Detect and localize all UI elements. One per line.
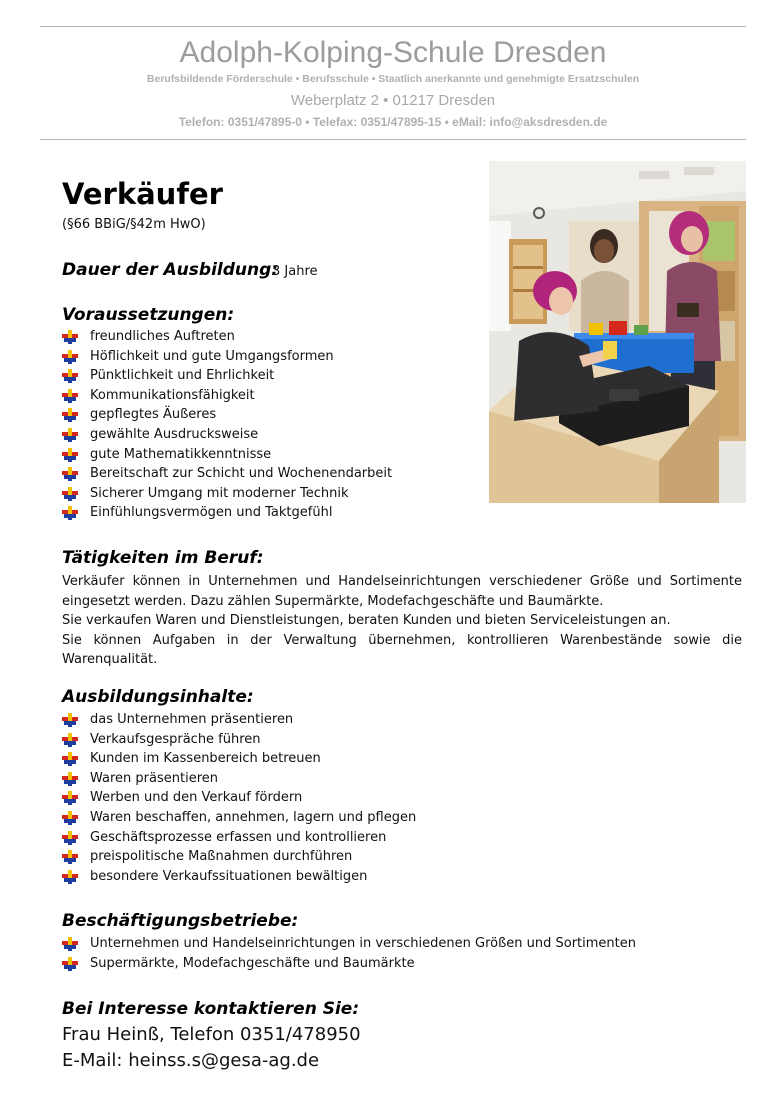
- list-item: Pünktlichkeit und Ehrlichkeit: [62, 366, 482, 386]
- legal-basis: (§66 BBiG/§42m HwO): [62, 217, 206, 232]
- school-address: Weberplatz 2 • 01217 Dresden: [290, 92, 496, 109]
- school-contact-line: Telefon: 0351/47895-0 • Telefax: 0351/47895-15 • eMail: info@aksdresden.de: [178, 115, 608, 129]
- bullet-icon: [62, 467, 78, 481]
- list-item: Supermärkte, Modefachgeschäfte und Baumärkte: [62, 954, 742, 974]
- bullet-icon: [62, 369, 78, 383]
- cashier-training-photo: [489, 161, 746, 503]
- header-top-rule: [40, 26, 746, 27]
- list-item: Bereitschaft zur Schicht und Wochenendarbeit: [62, 464, 482, 484]
- bullet-icon: [62, 957, 78, 971]
- contact-heading: Bei Interesse kontaktieren Sie:: [62, 999, 360, 1019]
- activities-paragraph: Sie können Aufgaben in der Verwaltung übernehmen, kontrollieren Warenbestände sowie die Warenqualität.: [62, 632, 742, 668]
- list-item: Werben und den Verkauf fördern: [62, 788, 482, 808]
- activities-text: [62, 572, 742, 670]
- bullet-icon: [62, 850, 78, 864]
- bullet-icon: [62, 428, 78, 442]
- job-title: Verkäufer: [62, 177, 223, 211]
- bullet-icon: [62, 733, 78, 747]
- bullet-icon: [62, 408, 78, 422]
- bullet-icon: [62, 772, 78, 786]
- bullet-icon: [62, 713, 78, 727]
- school-name: Adolph-Kolping-Schule Dresden: [179, 36, 607, 69]
- list-item: Waren präsentieren: [62, 769, 482, 789]
- duration-heading: Dauer der Ausbildung:: [62, 260, 279, 280]
- activities-paragraph: Sie verkaufen Waren und Dienstleistungen, beraten Kunden und bieten Serviceleistungen an.: [62, 613, 671, 629]
- list-item: freundliches Auftreten: [62, 327, 482, 347]
- contact-phone: Frau Heinß, Telefon 0351/478950: [62, 1024, 361, 1045]
- contact-email[interactable]: E-Mail: heinss.s@gesa-ag.de: [62, 1050, 320, 1071]
- list-item: Einfühlungsvermögen und Taktgefühl: [62, 503, 482, 523]
- bullet-icon: [62, 350, 78, 364]
- list-item: Verkaufsgespräche führen: [62, 730, 482, 750]
- list-item: Kunden im Kassenbereich betreuen: [62, 749, 482, 769]
- bullet-icon: [62, 448, 78, 462]
- list-item: das Unternehmen präsentieren: [62, 710, 482, 730]
- bullet-icon: [62, 811, 78, 825]
- requirements-list: [62, 327, 482, 523]
- list-item: gepflegtes Äußeres: [62, 405, 482, 425]
- list-item: gute Mathematikkenntnisse: [62, 445, 482, 465]
- header-bottom-rule: [40, 139, 746, 140]
- bullet-icon: [62, 389, 78, 403]
- employers-heading: Beschäftigungsbetriebe:: [62, 911, 299, 931]
- bullet-icon: [62, 937, 78, 951]
- list-item: Höflichkeit und gute Umgangsformen: [62, 347, 482, 367]
- bullet-icon: [62, 831, 78, 845]
- list-item: Geschäftsprozesse erfassen und kontrollieren: [62, 828, 482, 848]
- bullet-icon: [62, 870, 78, 884]
- bullet-icon: [62, 487, 78, 501]
- requirements-heading: Voraussetzungen:: [62, 305, 235, 325]
- bullet-icon: [62, 791, 78, 805]
- training-content-heading: Ausbildungsinhalte:: [62, 687, 254, 707]
- bullet-icon: [62, 330, 78, 344]
- bullet-icon: [62, 506, 78, 520]
- training-content-list: [62, 710, 482, 886]
- duration-value: 3 Jahre: [272, 264, 318, 279]
- list-item: Waren beschaffen, annehmen, lagern und pflegen: [62, 808, 482, 828]
- school-subtitle: Berufsbildende Förderschule • Berufsschule • Staatlich anerkannte und genehmigte Ersatzschulen: [146, 73, 640, 85]
- activities-paragraph: Verkäufer können in Unternehmen und Handelseinrichtungen verschiedener Größe und Sortimente eingesetzt werden. Dazu zählen Supermärkte, Modefachgeschäfte und Baumärkte.: [62, 574, 742, 609]
- activities-heading: Tätigkeiten im Beruf:: [62, 548, 264, 568]
- list-item: besondere Verkaufssituationen bewältigen: [62, 867, 482, 887]
- list-item: gewählte Ausdrucksweise: [62, 425, 482, 445]
- list-item: Kommunikationsfähigkeit: [62, 386, 482, 406]
- list-item: Unternehmen und Handelseinrichtungen in verschiedenen Größen und Sortimenten: [62, 934, 742, 954]
- employers-list: [62, 934, 742, 973]
- list-item: Sicherer Umgang mit moderner Technik: [62, 484, 482, 504]
- list-item: preispolitische Maßnahmen durchführen: [62, 847, 482, 867]
- bullet-icon: [62, 752, 78, 766]
